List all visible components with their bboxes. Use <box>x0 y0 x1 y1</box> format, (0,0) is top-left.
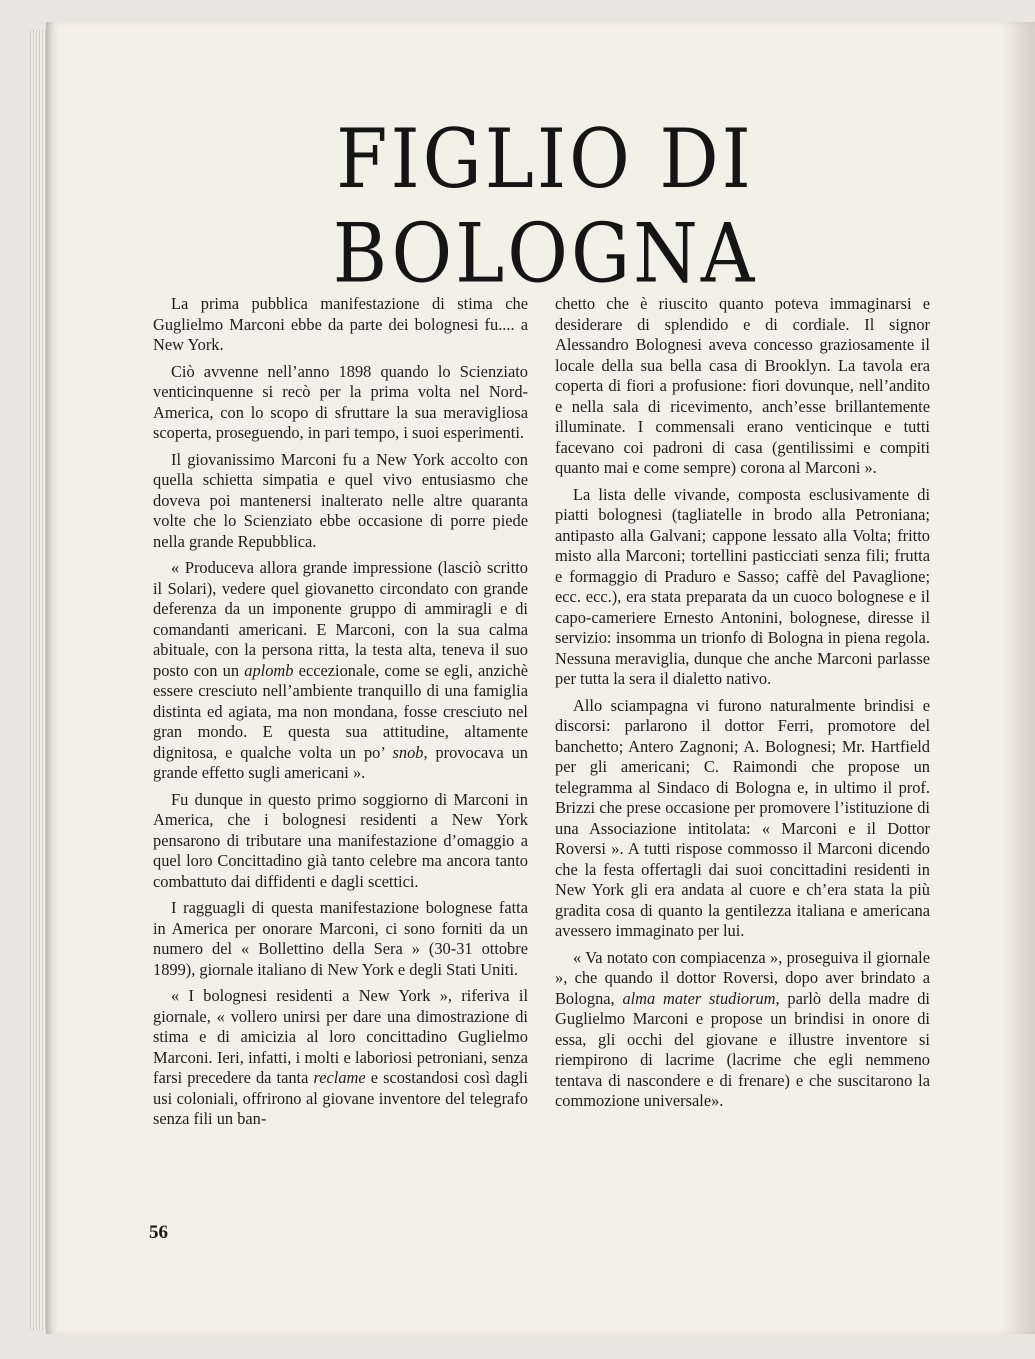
paragraph: Fu dunque in questo primo soggiorno di Marconi in America, che i bolognesi residenti a New York pensarono di tributare una manifestazione d’omaggio a quel loro Concittadino già tanto celebre ma ancora tanto combattuto dai diffidenti e dagli scettici. <box>153 789 528 891</box>
text-run: « Produceva allora grande impressione (lasciò scritto il Solari), vedere quel giovanetto circondato con grande deferenza da un imponente gruppo di ammiragli e di comandanti americani. E Marconi, con la sua calma abituale, con la persona ritta, la testa alta, teneva il suo posto con un <box>153 558 528 680</box>
paragraph <box>555 948 930 1112</box>
text-run: , parlò della madre di Guglielmo Marconi e propose un brindisi in onore di essa, gli occhi del giovane e illustre inventore si riempirono di lacrime (lacrime che egli nemmeno tentava di nascondere e di frenare) e che suscitarono la commozione universale». <box>555 988 930 1110</box>
paragraph: Allo sciampagna vi furono naturalmente brindisi e discorsi: parlarono il dottor Ferri, promotore del banchetto; Antero Zagnoni; A. Bolognesi; Mr. Hartfield per gli americani; C. Raimondi che propose un telegramma al Sindaco di Bologna e, in ultimo il prof. Brizzi che prese occasione per promovere l’istituzione di una Associazione intitolata: « Marconi e il Dottor Roversi ». A tutti rispose commosso il Marconi dicendo che la festa offertagli dai suoi concittadini residenti in New York gli era andata al cuore e ch’era stata la più gradita cosa di quanto la gentilezza italiana e americana avessero immaginato per lui. <box>555 695 930 940</box>
page-gutter-shadow <box>1000 22 1035 1334</box>
left-column <box>153 294 528 1136</box>
text-run: « Va notato con compiacenza », proseguiva il giornale », che quando il dottor Roversi, dopo aver brindato a Bologna, <box>555 947 930 1008</box>
text-run: e scostandosi così dagli usi coloniali, offrirono al giovane inventore del telegrafo senza fili un ban- <box>153 1068 528 1128</box>
page-number: 56 <box>149 1222 168 1243</box>
italic-text: reclame <box>313 1068 366 1087</box>
paragraph <box>153 986 528 1130</box>
paragraph: chetto che è riuscito quanto poteva immaginarsi e desiderare di splendido e di cordiale. Il signor Alessandro Bolognesi aveva concesso graziosamente il locale della sua bella casa di Brooklyn. La tavola era coperta di fiori a profusione: fiori dovunque, nell’andito e nella sala di ricevimento, anch’esse brillantemente illuminate. I commensali erano venticinque e tutti facevano coi padroni di casa (gentilissimi e compiti quanto mai e come sempre) corona al Marconi ». <box>555 294 930 477</box>
paragraph: La lista delle vivande, composta esclusivamente di piatti bolognesi (tagliatelle in brodo alla Petroniana; antipasto alla Galvani; cappone lessato alla Volta; fritto misto alla Marconi; tortellini pasticciati senza fili; frutta e formaggio di Praduro e Sasso; caffè del Pavaglione; ecc. ecc.), era stata preparata da un cuoco bolognese e il capo-cameriere Ernesto Antonini, bolognese, diresse il servizio: insomma un trionfo di Bologna in piena regola. Nessuna meraviglia, dunque che anche Marconi parlasse per tutta la sera il dialetto nativo. <box>555 484 930 688</box>
paragraph: Il giovanissimo Marconi fu a New York accolto con quella schietta simpatia e quel vivo entusiasmo che doveva poi mantenersi inalterato nelle altre quaranta volte che lo Scienziato ebbe occasione di porre piede nella grande Repubblica. <box>153 449 528 551</box>
text-run: , provocava un grande effetto sugli americani ». <box>153 742 528 782</box>
paragraph: Ciò avvenne nell’anno 1898 quando lo Scienziato venticinquenne si recò per la prima volta nel Nord-America, con lo scopo di sfruttare la sua meravigliosa scoperta, proseguendo, in pari tempo, i suoi esperimenti. <box>153 361 528 442</box>
paragraph: La prima pubblica manifestazione di stima che Guglielmo Marconi ebbe da parte dei bolognesi fu.... a New York. <box>153 294 528 354</box>
italic-text: alma mater studiorum <box>622 988 776 1008</box>
text-run: « I bolognesi residenti a New York », riferiva il giornale, « vollero unirsi per dare una dimostrazione di stima e di amicizia al loro concittadino Guglielmo Marconi. Ieri, infatti, i molti e laboriosi petroniani, senza farsi precedere da tanta <box>153 986 528 1087</box>
paragraph <box>153 558 528 784</box>
text-run: eccezionale, come se egli, anzichè essere cresciuto nell’ambiente tranquillo di una famiglia distinta ed agiata, ma non mondana, fosse cresciuto nel gran mondo. E questa sua attitudine, altamente dignitosa, e qualche volta un po’ <box>153 660 528 762</box>
page-title: FIGLIO DI BOLOGNA <box>332 112 758 302</box>
italic-text: aplomb <box>244 660 294 680</box>
italic-text: snob <box>392 742 424 762</box>
right-column <box>555 294 930 1118</box>
paragraph: I ragguagli di questa manifestazione bolognese fatta in America per onorare Marconi, ci sono forniti da un numero del « Bollettino della Sera » (30-31 ottobre 1899), giornale italiano di New York e degli Stati Uniti. <box>153 898 528 979</box>
